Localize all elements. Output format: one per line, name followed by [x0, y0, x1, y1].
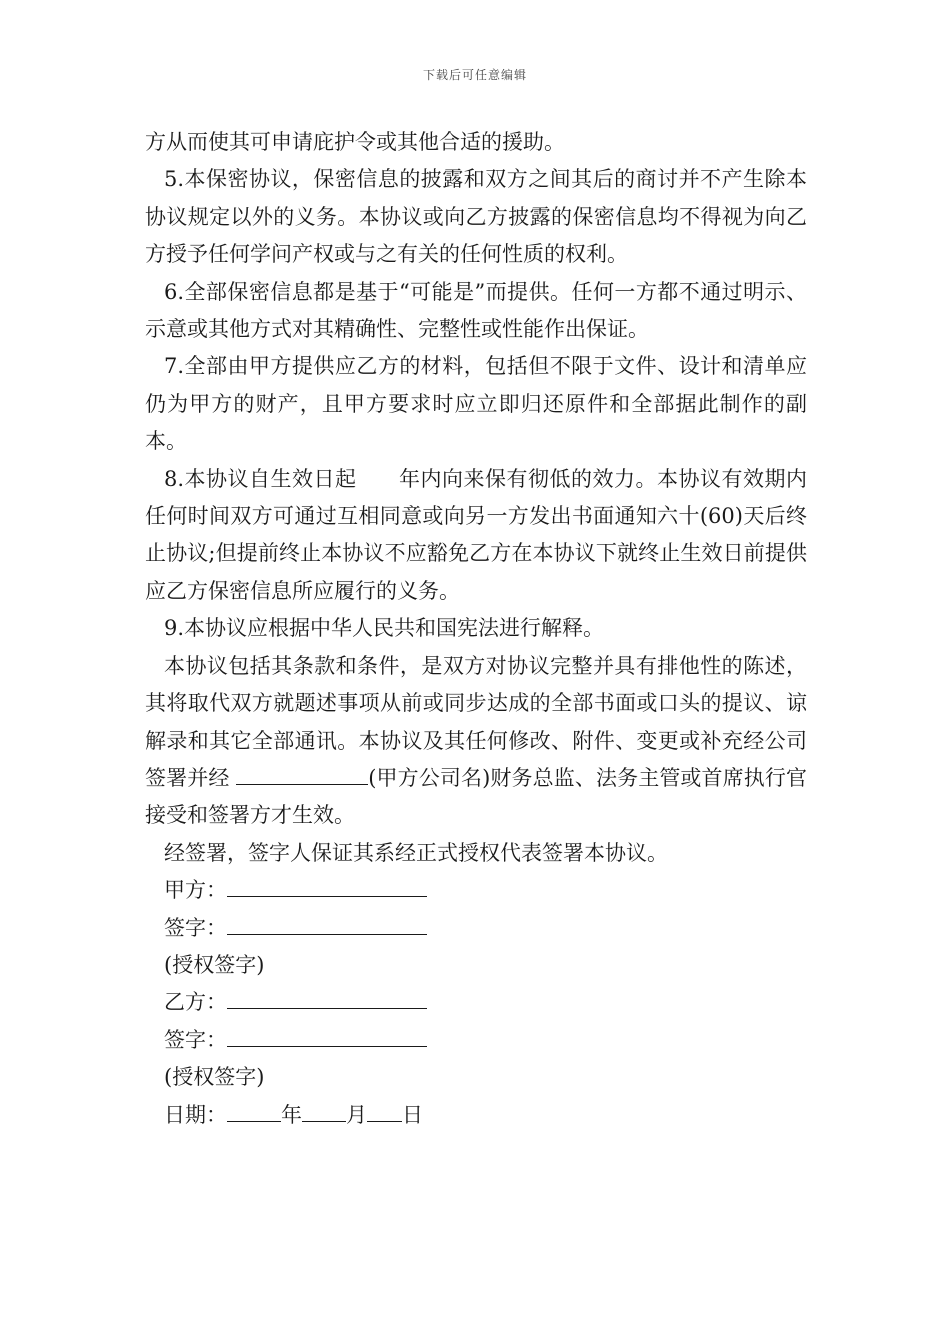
clause-5: 5.本保密协议，保密信息的披露和双方之间其后的商讨并不产生除本协议规定以外的义务。本协议或向乙方披露的保密信息均不得视为向乙方授予任何学问产权或与之有关的任何性质的权利。: [145, 167, 807, 267]
clause-8: [145, 461, 807, 611]
signature-b-blank[interactable]: [227, 1024, 427, 1047]
month-blank[interactable]: [302, 1099, 346, 1122]
date-row: [145, 1097, 807, 1134]
signature-b-row: [145, 1022, 807, 1059]
party-b-blank[interactable]: [227, 986, 427, 1009]
party-a-blank[interactable]: [227, 874, 427, 897]
clause-6: 6.全部保密信息都是基于“可能是”而提供。任何一方都不通过明示、示意或其他方式对其精确性、完整性或性能作出保证。: [145, 279, 807, 342]
signature-a-row: [145, 910, 807, 947]
authorized-signature-b: (授权签字): [164, 1065, 265, 1090]
month-label: 月: [346, 1102, 367, 1127]
clause-8-text-end: 年内向来保有彻低的效力。本协议有效期内任何时间双方可通过互相同意或向另一方发出书面通知六十(60)天后终止协议;但提前终止本协议不应豁免乙方在本协议下就终止生效日前提供应乙方保密信息所应履行的义务。: [145, 466, 807, 603]
entire-agreement-text-start: 本协议包括其条款和条件，是双方对协议完整并具有排他性的陈述，其将取代双方就题述事项从前或同步达成的全部书面或口头的提议、谅解录和其它全部通讯。本协议及其任何修改、附件、变更或补充经公司签署并经: [145, 653, 807, 790]
company-name-blank[interactable]: [236, 762, 368, 785]
party-a-row: [145, 872, 807, 909]
year-blank[interactable]: [227, 1099, 281, 1122]
signature-a-blank[interactable]: [227, 912, 427, 935]
date-label: 日期：: [164, 1102, 227, 1127]
clause-9: 9.本协议应根据中华人民共和国宪法进行解释。: [164, 616, 605, 641]
entire-agreement-paragraph: [145, 648, 807, 835]
signature-a-label: 签字：: [164, 915, 227, 940]
party-b-row: [145, 984, 807, 1021]
paragraph-intro: 方从而使其可申请庇护令或其他合适的援助。: [145, 130, 565, 154]
day-label: 日: [402, 1102, 423, 1127]
party-b-label: 乙方：: [164, 990, 227, 1015]
clause-7: 7.全部由甲方提供应乙方的材料，包括但不限于文件、设计和清单应仍为甲方的财产，且甲方要求时应立即归还原件和全部据此制作的副本。: [145, 354, 807, 454]
signature-b-label: 签字：: [164, 1027, 227, 1052]
signing-statement: 经签署，签字人保证其系经正式授权代表签署本协议。: [164, 840, 668, 865]
party-a-label: 甲方：: [164, 878, 227, 903]
document-body: [145, 124, 807, 1134]
day-blank[interactable]: [367, 1099, 402, 1122]
page-header-note: 下载后可任意编辑: [422, 68, 527, 82]
clause-8-text-start: 8.本协议自生效日起: [164, 466, 357, 491]
year-label: 年: [281, 1102, 302, 1127]
authorized-signature-a: (授权签字): [164, 952, 265, 977]
entire-agreement-text-end: (甲方公司名)财务总监、法务主管或首席执行官接受和签署方才生效。: [145, 765, 807, 828]
